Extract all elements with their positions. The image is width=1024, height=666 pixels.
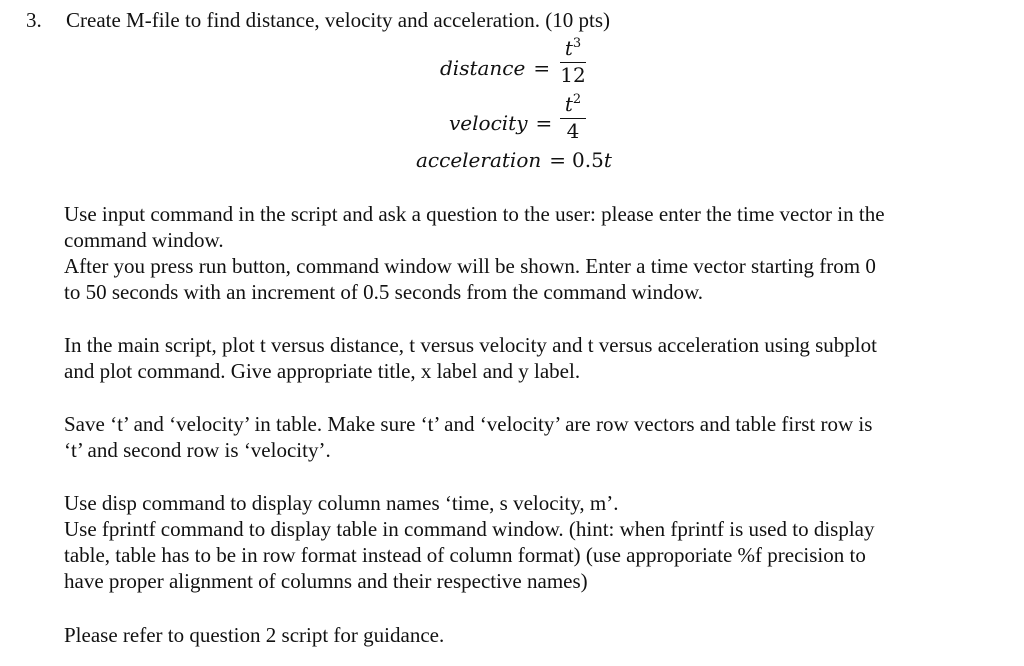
- velocity-label: velocity: [449, 111, 528, 135]
- text-line: to 50 seconds with an increment of 0.5 seconds from the command window.: [64, 280, 704, 304]
- text-line: Use fprintf command to display table in command window. (hint: when fprintf is used to display: [64, 517, 875, 541]
- paragraph-run-button: [64, 253, 984, 305]
- text-line: In the main script, plot t versus distance, t versus velocity and t versus acceleration using subplot: [64, 333, 877, 357]
- text-line: have proper alignment of columns and their respective names): [64, 569, 588, 593]
- text-line: After you press run button, command window will be shown. Enter a time vector starting from 0: [64, 254, 876, 278]
- distance-denominator: 12: [560, 63, 586, 87]
- distance-numerator-base: t: [564, 36, 573, 60]
- text-line: Use input command in the script and ask a question to the user: please enter the time vector in the: [64, 202, 885, 226]
- velocity-numerator-base: t: [564, 92, 573, 116]
- equals-sign: =: [535, 111, 553, 135]
- velocity-fraction: [559, 92, 587, 142]
- velocity-numerator-exponent: 2: [572, 92, 582, 107]
- question-number: 3.: [26, 8, 42, 32]
- acceleration-label: acceleration: [416, 148, 542, 172]
- equation-acceleration: [416, 148, 612, 172]
- paragraph-table: [64, 411, 984, 463]
- text-line: table, table has to be in row format instead of column format) (use approporiate %f precision to: [64, 543, 866, 567]
- paragraph-guidance: [64, 622, 984, 648]
- text-line: Save ‘t’ and ‘velocity’ in table. Make sure ‘t’ and ‘velocity’ are row vectors and table first row is: [64, 412, 873, 436]
- paragraph-disp: [64, 490, 984, 594]
- velocity-denominator: 4: [566, 119, 580, 143]
- question-title: Create M-file to find distance, velocity and acceleration. (10 pts): [66, 8, 611, 32]
- text-line: Please refer to question 2 script for guidance.: [64, 623, 445, 647]
- equals-sign: =: [533, 56, 551, 80]
- acceleration-variable: t: [603, 148, 612, 172]
- text-line: and plot command. Give appropriate title, x label and y label.: [64, 359, 581, 383]
- equation-distance: [440, 56, 556, 80]
- acceleration-coefficient: 0.5: [572, 148, 604, 172]
- text-line: ‘t’ and second row is ‘velocity’.: [64, 438, 331, 462]
- distance-label: distance: [440, 56, 526, 80]
- distance-numerator-exponent: 3: [572, 36, 582, 51]
- distance-fraction: [559, 36, 587, 86]
- text-line: command window.: [64, 228, 224, 252]
- text-line: Use disp command to display column names ‘time, s velocity, m’.: [64, 491, 619, 515]
- equals-sign: =: [549, 148, 566, 172]
- paragraph-input-command: [64, 201, 984, 253]
- equation-velocity: [449, 111, 558, 135]
- paragraph-plot: [64, 332, 984, 384]
